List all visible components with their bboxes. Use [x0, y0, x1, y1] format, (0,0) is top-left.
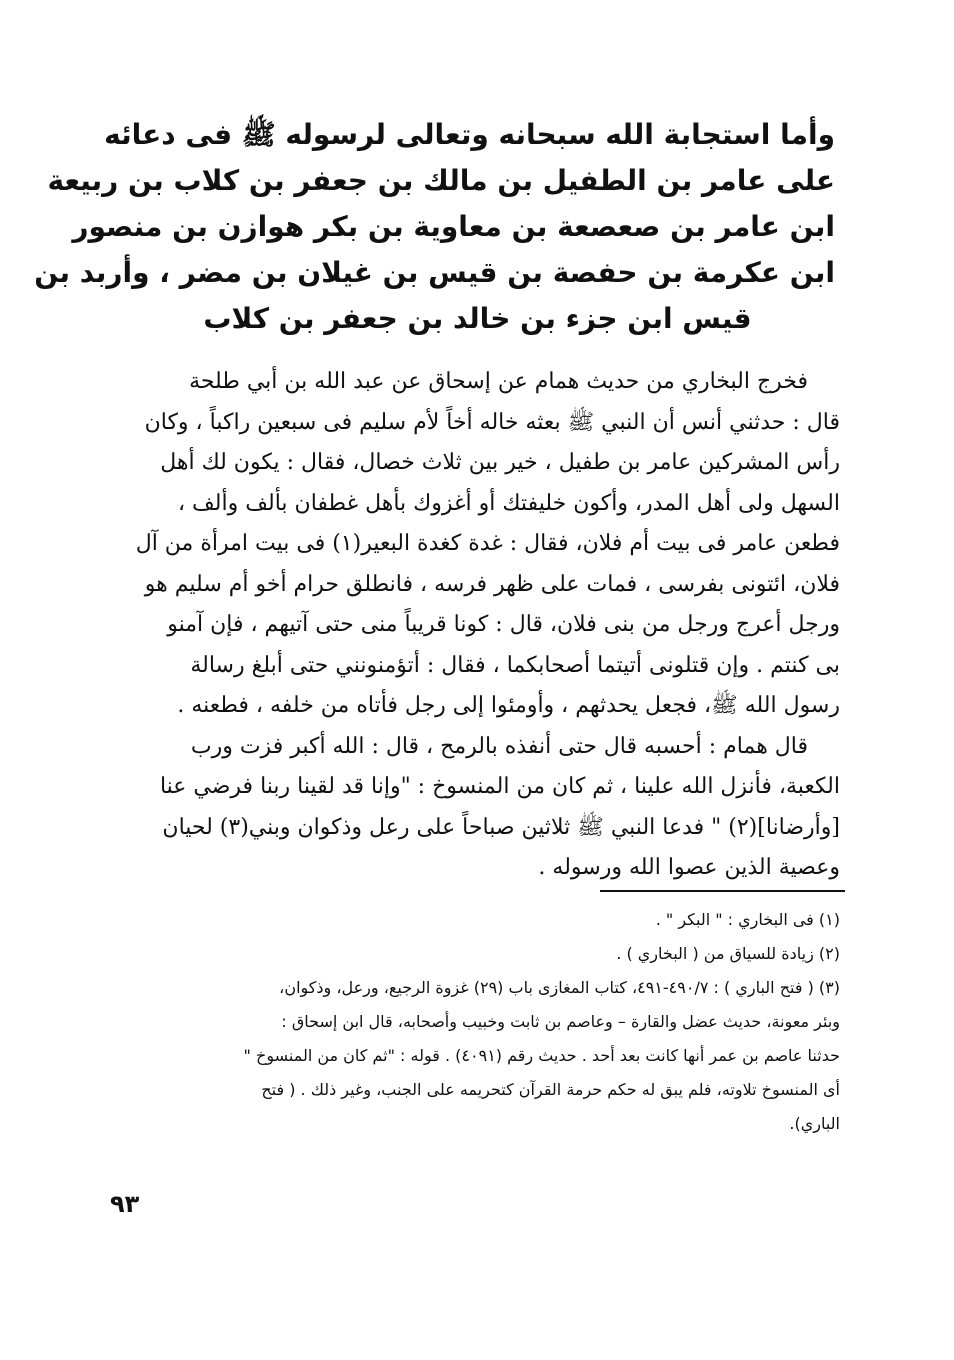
text-line: فخرج البخاري من حديث همام عن إسحاق عن عبد الله بن أبي طلحة — [189, 369, 808, 394]
text-line: فلان، ائتونى بفرسى ، فمات على ظهر فرسه ، فانطلق حرام أخو أم سليم هو — [144, 571, 840, 597]
footnote-line: (٣) ( فتح الباري ) : ٤٩٠/٧-٤٩١، كتاب المغازى باب (٢٩) غزوة الرجيع، ورعل، وذكوان، — [279, 978, 840, 997]
main-text — [115, 362, 840, 889]
text-line: بى كنتم . وإن قتلونى أتيتما أصحابكما ، فقال : أتؤمنونني حتى أبلغ رسالة — [190, 652, 840, 678]
heading-line: ابن عامر بن صعصعة بن معاوية بن بكر هوازن بن منصور — [72, 210, 835, 243]
text-line: وعصية الذين عصوا الله ورسوله . — [538, 855, 840, 880]
chapter-heading — [34, 112, 835, 342]
footnote-line: (١) فى البخاري : " البكر " . — [655, 910, 840, 929]
footnote-line: (٢) زيادة للسياق من ( البخاري ) . — [616, 944, 840, 963]
text-line: رأس المشركين عامر بن طفيل ، خير بين ثلاث خصال، فقال : يكون لك أهل — [160, 450, 840, 475]
footnote-line: أى المنسوخ تلاوته، فلم يبق له حكم حرمة القرآن كتحريمه على الجنب، وغير ذلك . ( فتح — [261, 1080, 840, 1099]
text-line: الكعبة، فأنزل الله علينا ، ثم كان من المنسوخ : "وإنا قد لقينا ربنا فرضي عنا — [159, 774, 840, 799]
footnote-divider — [600, 890, 845, 892]
heading-line: وأما استجابة الله سبحانه وتعالى لرسوله ﷺ فى دعائه — [104, 118, 835, 151]
footnote-line: وبئر معونة، حديث عضل والقارة – وعاصم بن ثابت وخبيب وأصحابه، قال ابن إسحاق : — [281, 1012, 840, 1031]
text-line: فطعن عامر فى بيت أم فلان، فقال : غدة كغدة البعير(١) فى بيت امرأة من آل — [135, 531, 840, 556]
heading-line: ابن عكرمة بن حفصة بن قيس بن غيلان بن مضر ، وأربد بن — [34, 256, 835, 289]
text-line: السهل ولى أهل المدر، وأكون خليفتك أو أغزوك بأهل غطفان بألف وألف ، — [177, 490, 840, 516]
heading-line: على عامر بن الطفيل بن مالك بن جعفر بن كلاب بن ربيعة — [47, 164, 835, 197]
footnote-line: الباري). — [789, 1114, 840, 1133]
text-line: [وأرضانا](٢) " فدعا النبي ﷺ ثلاثين صباحاً على رعل وذكوان وبني(٣) لحيان — [162, 814, 840, 840]
text-line: قال همام : أحسبه قال حتى أنفذه بالرمح ، قال : الله أكبر فزت ورب — [190, 733, 808, 759]
text-line: ورجل أعرج ورجل من بنى فلان، قال : كونا قريباً منى حتى آتيهم ، فإن آمنو — [167, 612, 840, 637]
heading-line: قيس ابن جزء بن خالد بن جعفر بن كلاب — [203, 302, 752, 335]
text-line: قال : حدثني أنس أن النبي ﷺ بعثه خاله أخاً لأم سليم فى سبعين راكباً ، وكان — [144, 409, 840, 435]
page-number: ٩٣ — [110, 1190, 140, 1218]
footnote-line: حدثنا عاصم بن عمر أنها كانت بعد أحد . حديث رقم (٤٠٩١) . قوله : "ثم كان من المنسوخ " — [243, 1046, 840, 1065]
text-line: رسول الله ﷺ، فجعل يحدثهم ، وأومئوا إلى رجل فأتاه من خلفه ، فطعنه . — [177, 693, 840, 718]
footnotes — [115, 903, 840, 1141]
